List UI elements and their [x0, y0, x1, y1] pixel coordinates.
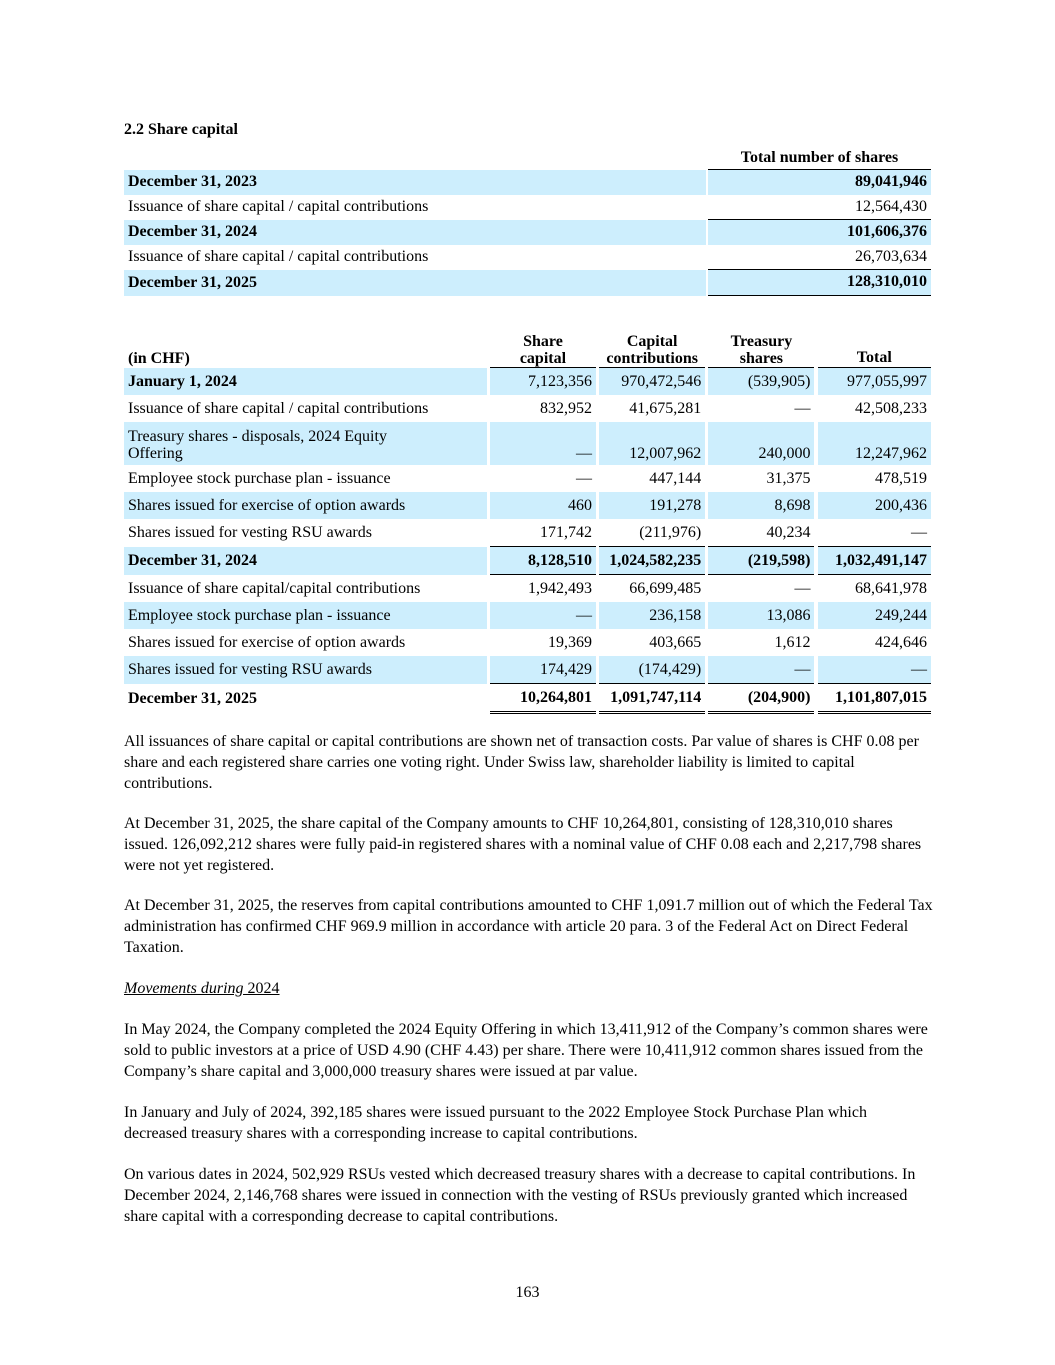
row-label: December 31, 2024: [124, 220, 706, 245]
column-header-share-capital: Share capital: [490, 326, 596, 368]
row-label: Issuance of share capital / capital contributions: [128, 399, 429, 417]
paragraph-espp: [124, 1102, 934, 1144]
cell-treasury-shares: 240,000: [708, 422, 814, 465]
cell-treasury-shares: —: [794, 399, 811, 417]
row-value: 26,703,634: [708, 245, 931, 271]
table-row: [124, 656, 931, 684]
table-row: [124, 602, 931, 629]
cell-treasury-shares: (204,900): [708, 684, 814, 714]
table-row: [124, 368, 931, 395]
cell-total: —: [818, 519, 931, 547]
row-value: 101,606,376: [708, 220, 931, 245]
cell-capital-contributions: 191,278: [599, 492, 705, 519]
cell-capital-contributions: (211,976): [599, 519, 705, 547]
row-value: 12,564,430: [708, 195, 931, 221]
table-header-row: [124, 147, 931, 170]
cell-share-capital: 832,952: [540, 399, 593, 417]
paragraph-share-capital: [124, 813, 934, 876]
row-label: Issuance of share capital / capital contributions: [128, 248, 429, 265]
column-header-total-shares: Total number of shares: [708, 147, 931, 170]
cell-capital-contributions: 41,675,281: [629, 399, 702, 417]
table-row: [124, 684, 931, 714]
cell-total: 478,519: [875, 469, 927, 487]
column-header-treasury-shares: Treasury shares: [708, 326, 814, 368]
table-row: [124, 575, 931, 602]
cell-share-capital: —: [490, 602, 596, 629]
table-row: [124, 395, 931, 422]
cell-share-capital: 460: [490, 492, 596, 519]
row-label: December 31, 2025: [128, 690, 257, 707]
subheading-year: 2024: [243, 980, 280, 997]
cell-share-capital: 174,429: [490, 656, 596, 684]
paragraph-text: In May 2024, the Company completed the 2024 Equity Offering in which 13,411,912 of the Company’s common shares were sold to public investors at a price of USD 4.90 (CHF 4.43) per share. There were 10,411,912 common shares issued from the Company’s share capital and 3,000,000 treasury shares were issued at par value.: [124, 1021, 928, 1080]
row-label: Shares issued for exercise of option awards: [128, 633, 406, 651]
row-label: Shares issued for exercise of option awards: [124, 492, 487, 519]
row-label: January 1, 2024: [124, 368, 487, 395]
cell-treasury-shares: 40,234: [708, 519, 814, 547]
cell-total: —: [818, 656, 931, 684]
cell-treasury-shares: —: [708, 656, 814, 684]
page-number: 163: [515, 1284, 540, 1301]
paragraph-rsu: [124, 1164, 934, 1227]
row-value: 89,041,946: [708, 170, 931, 195]
paragraph-par-value: [124, 731, 934, 794]
cell-share-capital: —: [490, 422, 596, 465]
row-label-line2: Offering: [128, 445, 183, 462]
row-label: December 31, 2023: [124, 170, 706, 195]
table-row: [124, 220, 931, 245]
table-row: [124, 270, 931, 296]
row-label-line1: Treasury shares - disposals, 2024 Equity: [128, 428, 387, 445]
table-row: [124, 492, 931, 519]
cell-total: 1,032,491,147: [818, 547, 931, 575]
row-label: December 31, 2024: [124, 547, 487, 575]
cell-share-capital: 171,742: [490, 519, 596, 547]
cell-total: 424,646: [875, 633, 927, 651]
table-row: [124, 547, 931, 575]
table-row: [124, 629, 931, 656]
row-label: Issuance of share capital/capital contributions: [128, 579, 421, 597]
section-title: 2.2 Share capital: [124, 121, 238, 138]
paragraph-equity-offering: [124, 1019, 934, 1082]
cell-capital-contributions: 66,699,485: [629, 579, 702, 597]
cell-capital-contributions: 403,665: [649, 633, 702, 651]
cell-treasury-shares: 13,086: [708, 602, 814, 629]
cell-total: 977,055,997: [818, 368, 931, 395]
cell-capital-contributions: 12,007,962: [599, 422, 705, 465]
cell-total: 42,508,233: [855, 399, 927, 417]
cell-total: 1,101,807,015: [818, 684, 931, 714]
cell-capital-contributions: 447,144: [649, 469, 702, 487]
row-label: Issuance of share capital / capital contributions: [128, 198, 429, 215]
table-row: [124, 170, 931, 195]
cell-share-capital: 7,123,356: [490, 368, 596, 395]
cell-treasury-shares: 1,612: [774, 633, 811, 651]
cell-treasury-shares: (219,598): [708, 547, 814, 575]
paragraph-text: All issuances of share capital or capital contributions are shown net of transaction costs. Par value of shares is CHF 0.08 per share and each registered share carries one voting right. Under Swiss law, shareholder liability is limited to capital contributions.: [124, 733, 919, 792]
subheading-movements-2024: [124, 978, 934, 999]
cell-treasury-shares: 8,698: [708, 492, 814, 519]
cell-treasury-shares: 31,375: [766, 469, 811, 487]
subheading-italic: Movements during: [124, 980, 244, 997]
row-label: Shares issued for vesting RSU awards: [124, 656, 487, 684]
paragraph-text: In January and July of 2024, 392,185 shares were issued pursuant to the 2022 Employee Stock Purchase Plan which decreased treasury shares with a corresponding increase to capital contributions.: [124, 1104, 867, 1142]
cell-share-capital: 8,128,510: [490, 547, 596, 575]
cell-share-capital: 10,264,801: [490, 684, 596, 714]
row-label: [124, 422, 487, 465]
row-label: Employee stock purchase plan - issuance: [124, 602, 487, 629]
cell-capital-contributions: (174,429): [599, 656, 705, 684]
paragraph-text: At December 31, 2025, the reserves from capital contributions amounted to CHF 1,091.7 million out of which the Federal Tax administration has confirmed CHF 969.9 million in accordance with article 20 para. 3 of the Federal Act on Direct Federal Taxation.: [124, 897, 933, 956]
chf-movements-table: [124, 326, 931, 714]
row-label: Shares issued for vesting RSU awards: [128, 524, 372, 541]
table-row: [124, 245, 931, 271]
cell-total: 249,244: [818, 602, 931, 629]
shares-count-table: [124, 147, 931, 296]
column-header-label: (in CHF): [128, 350, 190, 367]
cell-capital-contributions: 236,158: [599, 602, 705, 629]
table-row: [124, 465, 931, 492]
paragraph-text: At December 31, 2025, the share capital of the Company amounts to CHF 10,264,801, consisting of 128,310,010 shares issued. 126,092,212 shares were fully paid-in registered shares with a nominal value of CHF 0.08 each and 2,217,798 shares were not yet registered.: [124, 815, 922, 874]
paragraph-text: On various dates in 2024, 502,929 RSUs vested which decreased treasury shares with a decrease to capital contributions. In December 2024, 2,146,768 shares were issued in connection with the vesting of RSUs previously granted which increased share capital with a corresponding decrease to capital contributions.: [124, 1166, 916, 1225]
row-label: Employee stock purchase plan - issuance: [128, 469, 391, 487]
table-row: [124, 195, 931, 221]
cell-total: 12,247,962: [818, 422, 931, 465]
table-row: [124, 519, 931, 547]
column-header-total: Total: [818, 326, 931, 368]
cell-share-capital: 1,942,493: [528, 579, 593, 597]
cell-share-capital: 19,369: [548, 633, 593, 651]
row-label: December 31, 2025: [124, 270, 706, 296]
cell-treasury-shares: (539,905): [708, 368, 814, 395]
row-value: 128,310,010: [708, 270, 931, 296]
table-header-row: [124, 326, 931, 368]
cell-treasury-shares: —: [794, 579, 811, 597]
cell-share-capital: —: [576, 469, 593, 487]
column-header-capital-contributions: Capital contributions: [599, 326, 705, 368]
table-row: [124, 422, 931, 465]
cell-total: 200,436: [818, 492, 931, 519]
cell-capital-contributions: 1,024,582,235: [599, 547, 705, 575]
cell-capital-contributions: 970,472,546: [599, 368, 705, 395]
paragraph-reserves: [124, 895, 934, 958]
cell-capital-contributions: 1,091,747,114: [599, 684, 705, 714]
cell-total: 68,641,978: [855, 579, 927, 597]
